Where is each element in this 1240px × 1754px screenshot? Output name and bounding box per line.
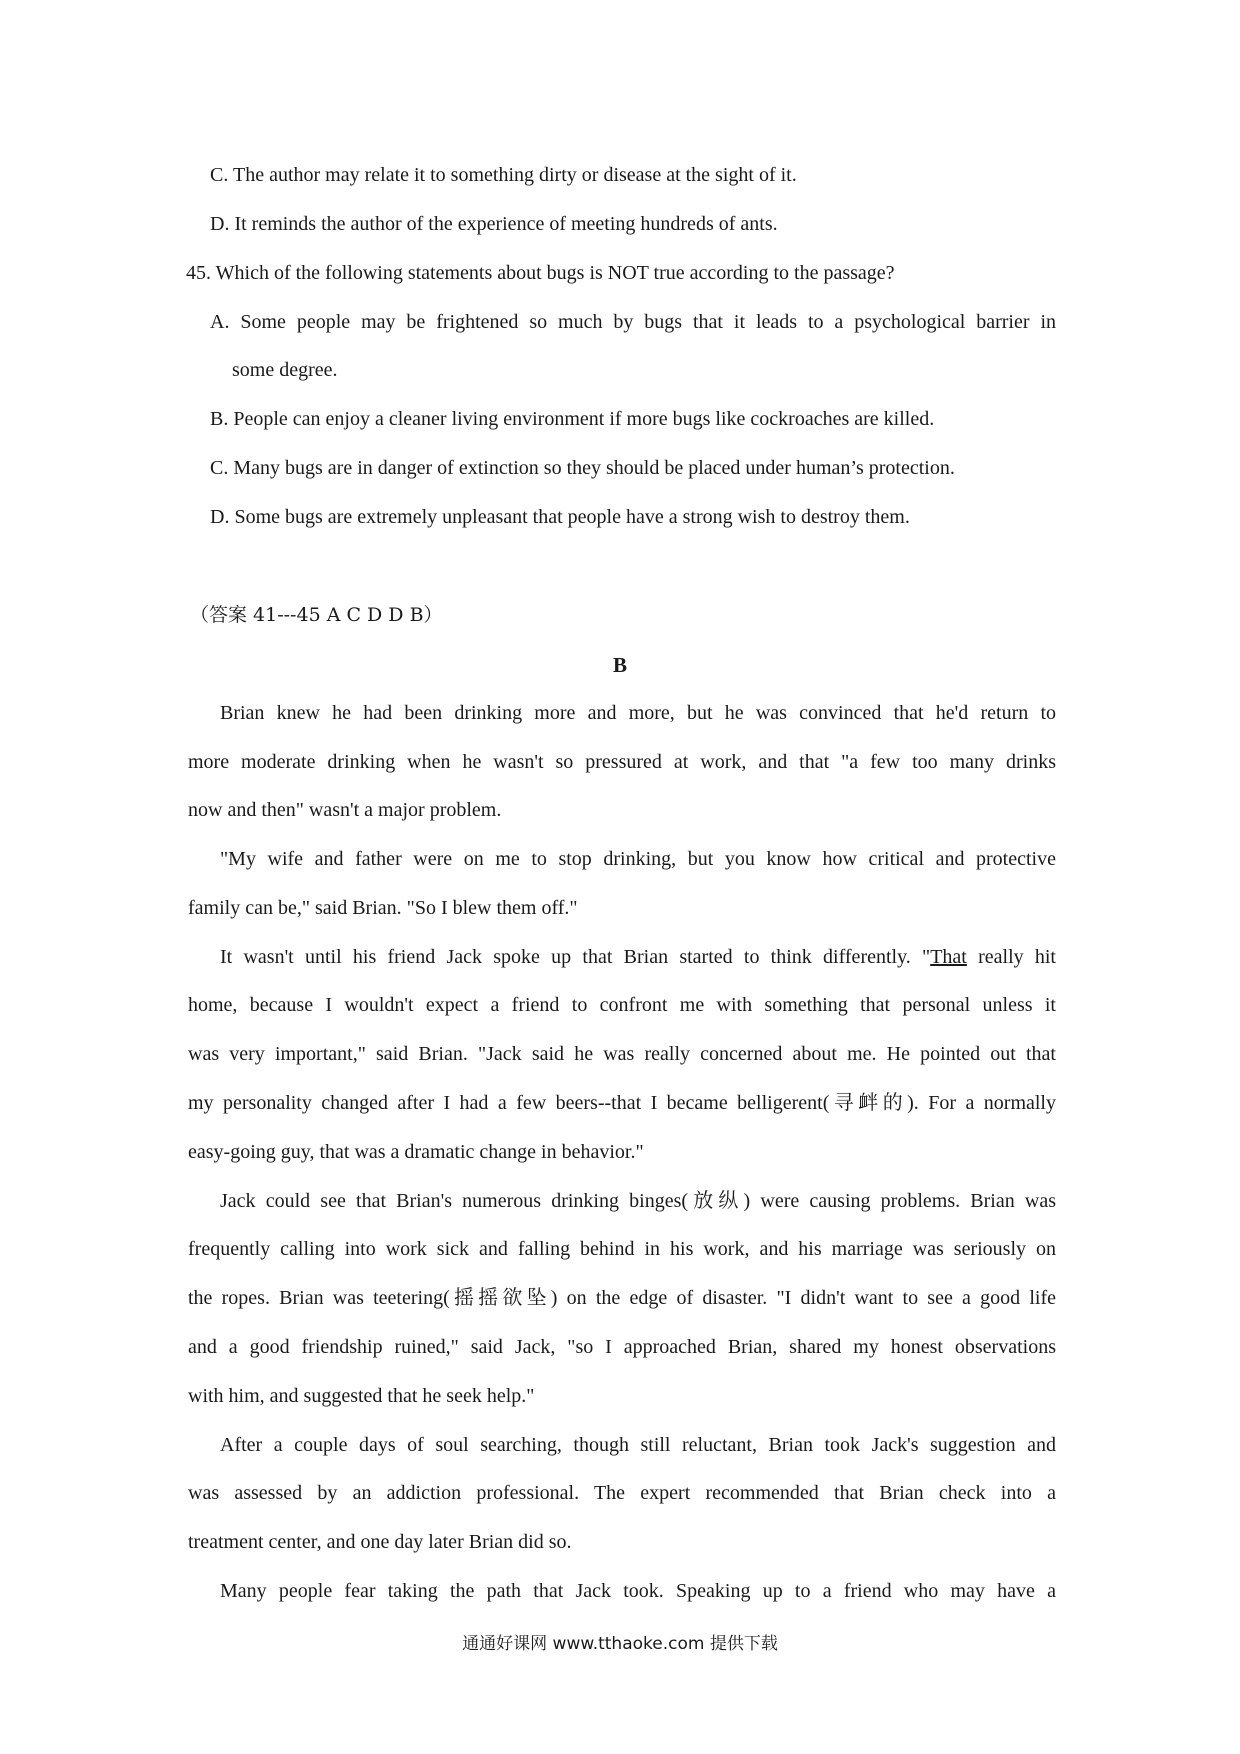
passage-p5-line1: After a couple days of soul searching, though still reluctant, Brian took Jack's suggestion and (220, 1434, 1056, 1456)
page-footer: 通通好课网 www.tthaoke.com 提供下载 (462, 1634, 778, 1654)
passage-p1-line3: now and then" wasn't a major problem. (188, 799, 502, 821)
q44-option-c: C. The author may relate it to something dirty or disease at the sight of it. (210, 164, 797, 186)
q45-option-b: B. People can enjoy a cleaner living environment if more bugs like cockroaches are killed. (210, 408, 935, 430)
passage-p4-line1: Jack could see that Brian's numerous drinking binges(放纵) were causing problems. Brian was (220, 1190, 1056, 1212)
section-heading: B (612, 653, 627, 677)
q45-option-a-line1: A. Some people may be frightened so much by bugs that it leads to a psychological barrier in (210, 311, 1056, 333)
passage-p4-line5: with him, and suggested that he seek help." (188, 1385, 535, 1407)
passage-p3-line2: home, because I wouldn't expect a friend to confront me with something that personal unless it (188, 994, 1056, 1016)
passage-p4-line3: the ropes. Brian was teetering(摇摇欲坠) on the edge of disaster. "I didn't want to see a good life (188, 1287, 1056, 1309)
passage-p3-line5: easy-going guy, that was a dramatic change in behavior." (188, 1141, 644, 1163)
q44-option-d: D. It reminds the author of the experience of meeting hundreds of ants. (210, 213, 778, 235)
passage-p5-line2: was assessed by an addiction professional. The expert recommended that Brian check into a (188, 1482, 1056, 1504)
passage-p4-line4: and a good friendship ruined," said Jack, "so I approached Brian, shared my honest observations (188, 1336, 1056, 1358)
passage-p4-line2: frequently calling into work sick and falling behind in his work, and his marriage was seriously on (188, 1238, 1056, 1260)
q45-stem: 45. Which of the following statements about bugs is NOT true according to the passage? (186, 262, 895, 284)
passage-p3-line4: my personality changed after I had a few beers--that I became belligerent(寻衅的). For a normally (188, 1092, 1056, 1114)
passage-p3-line1 (220, 944, 1056, 970)
q45-option-d: D. Some bugs are extremely unpleasant that people have a strong wish to destroy them. (210, 506, 910, 528)
passage-p5-line3: treatment center, and one day later Brian did so. (188, 1531, 572, 1553)
q45-option-c: C. Many bugs are in danger of extinction so they should be placed under human’s protection. (210, 457, 955, 479)
q45-option-a-line2: some degree. (232, 359, 338, 381)
passage-p3-line1-after: really hit (966, 946, 1056, 968)
passage-p3-line1-before: It wasn't until his friend Jack spoke up that Brian started to think differently. " (220, 946, 931, 968)
passage-p2-line2: family can be," said Brian. "So I blew them off." (188, 897, 578, 919)
passage-p1-line2: more moderate drinking when he wasn't so pressured at work, and that "a few too many drinks (188, 751, 1056, 773)
passage-p1-line1: Brian knew he had been drinking more and more, but he was convinced that he'd return to (220, 702, 1056, 724)
passage-p3-line3: was very important," said Brian. "Jack said he was really concerned about me. He pointed out that (188, 1043, 1056, 1065)
underlined-word-that: That (930, 946, 967, 968)
passage-p6-line1: Many people fear taking the path that Jack took. Speaking up to a friend who may have a (220, 1580, 1056, 1602)
answer-key: （答案 41---45 A C D D B） (190, 604, 443, 626)
passage-p2-line1: "My wife and father were on me to stop drinking, but you know how critical and protective (220, 848, 1056, 870)
